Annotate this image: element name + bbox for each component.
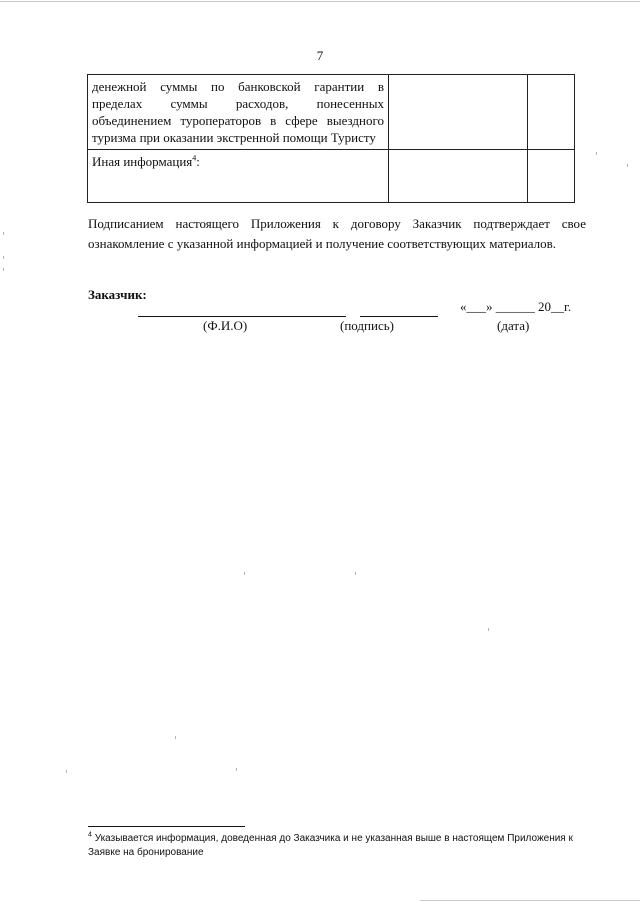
footnote — [88, 832, 578, 860]
scan-speck — [355, 572, 356, 575]
footnote-mark: 4 — [88, 831, 92, 839]
scan-speck — [3, 268, 4, 271]
scan-speck — [3, 256, 4, 259]
confirmation-text-line-1: Подписанием настоящего Приложения к договору Заказчик подтверждает свое — [88, 216, 586, 231]
footnote-text: Указывается информация, доведенная до Заказчика и не указанная выше в настоящем Приложения к Заявке на бронирование — [88, 833, 573, 858]
page-number: 7 — [316, 48, 324, 63]
caption-signature: (подпись) — [340, 318, 394, 333]
scan-bottom-edge — [420, 900, 640, 901]
confirmation-text-line-2: ознакомление с указанной информацией и получение соответствующих материалов. — [88, 236, 557, 251]
footnote-separator — [88, 826, 245, 827]
customer-label: Заказчик: — [88, 287, 147, 302]
scan-speck — [3, 232, 4, 235]
caption-date: (дата) — [497, 318, 530, 333]
scan-speck — [627, 164, 628, 167]
scan-top-edge — [0, 1, 640, 2]
scan-speck — [66, 770, 67, 773]
scan-speck — [175, 736, 176, 739]
footnote-ref: 4 — [192, 153, 197, 163]
other-info-label: Иная информация — [92, 154, 193, 169]
table-row — [88, 75, 575, 150]
scan-speck — [244, 572, 245, 575]
name-signature-line — [138, 316, 346, 317]
scan-speck — [596, 152, 597, 155]
table-cell-empty — [389, 150, 528, 203]
table-cell-other-info — [88, 150, 389, 203]
signature-line — [360, 316, 438, 317]
table-cell-empty — [528, 150, 575, 203]
table-row — [88, 150, 575, 203]
table-cell-empty — [389, 75, 528, 150]
table-cell-description: денежной суммы по банковской гарантии в пределах суммы расходов, понесенных объединением туроператоров в сфере выездного туризма при оказании экстренной помощи Туристу — [88, 75, 389, 150]
information-table — [87, 74, 575, 203]
scan-speck — [488, 628, 489, 631]
date-field: «___» ______ 20__г. — [460, 299, 572, 314]
caption-name: (Ф.И.О) — [203, 318, 248, 333]
scan-speck — [236, 768, 237, 771]
table-cell-empty — [528, 75, 575, 150]
other-info-colon: : — [196, 154, 200, 169]
